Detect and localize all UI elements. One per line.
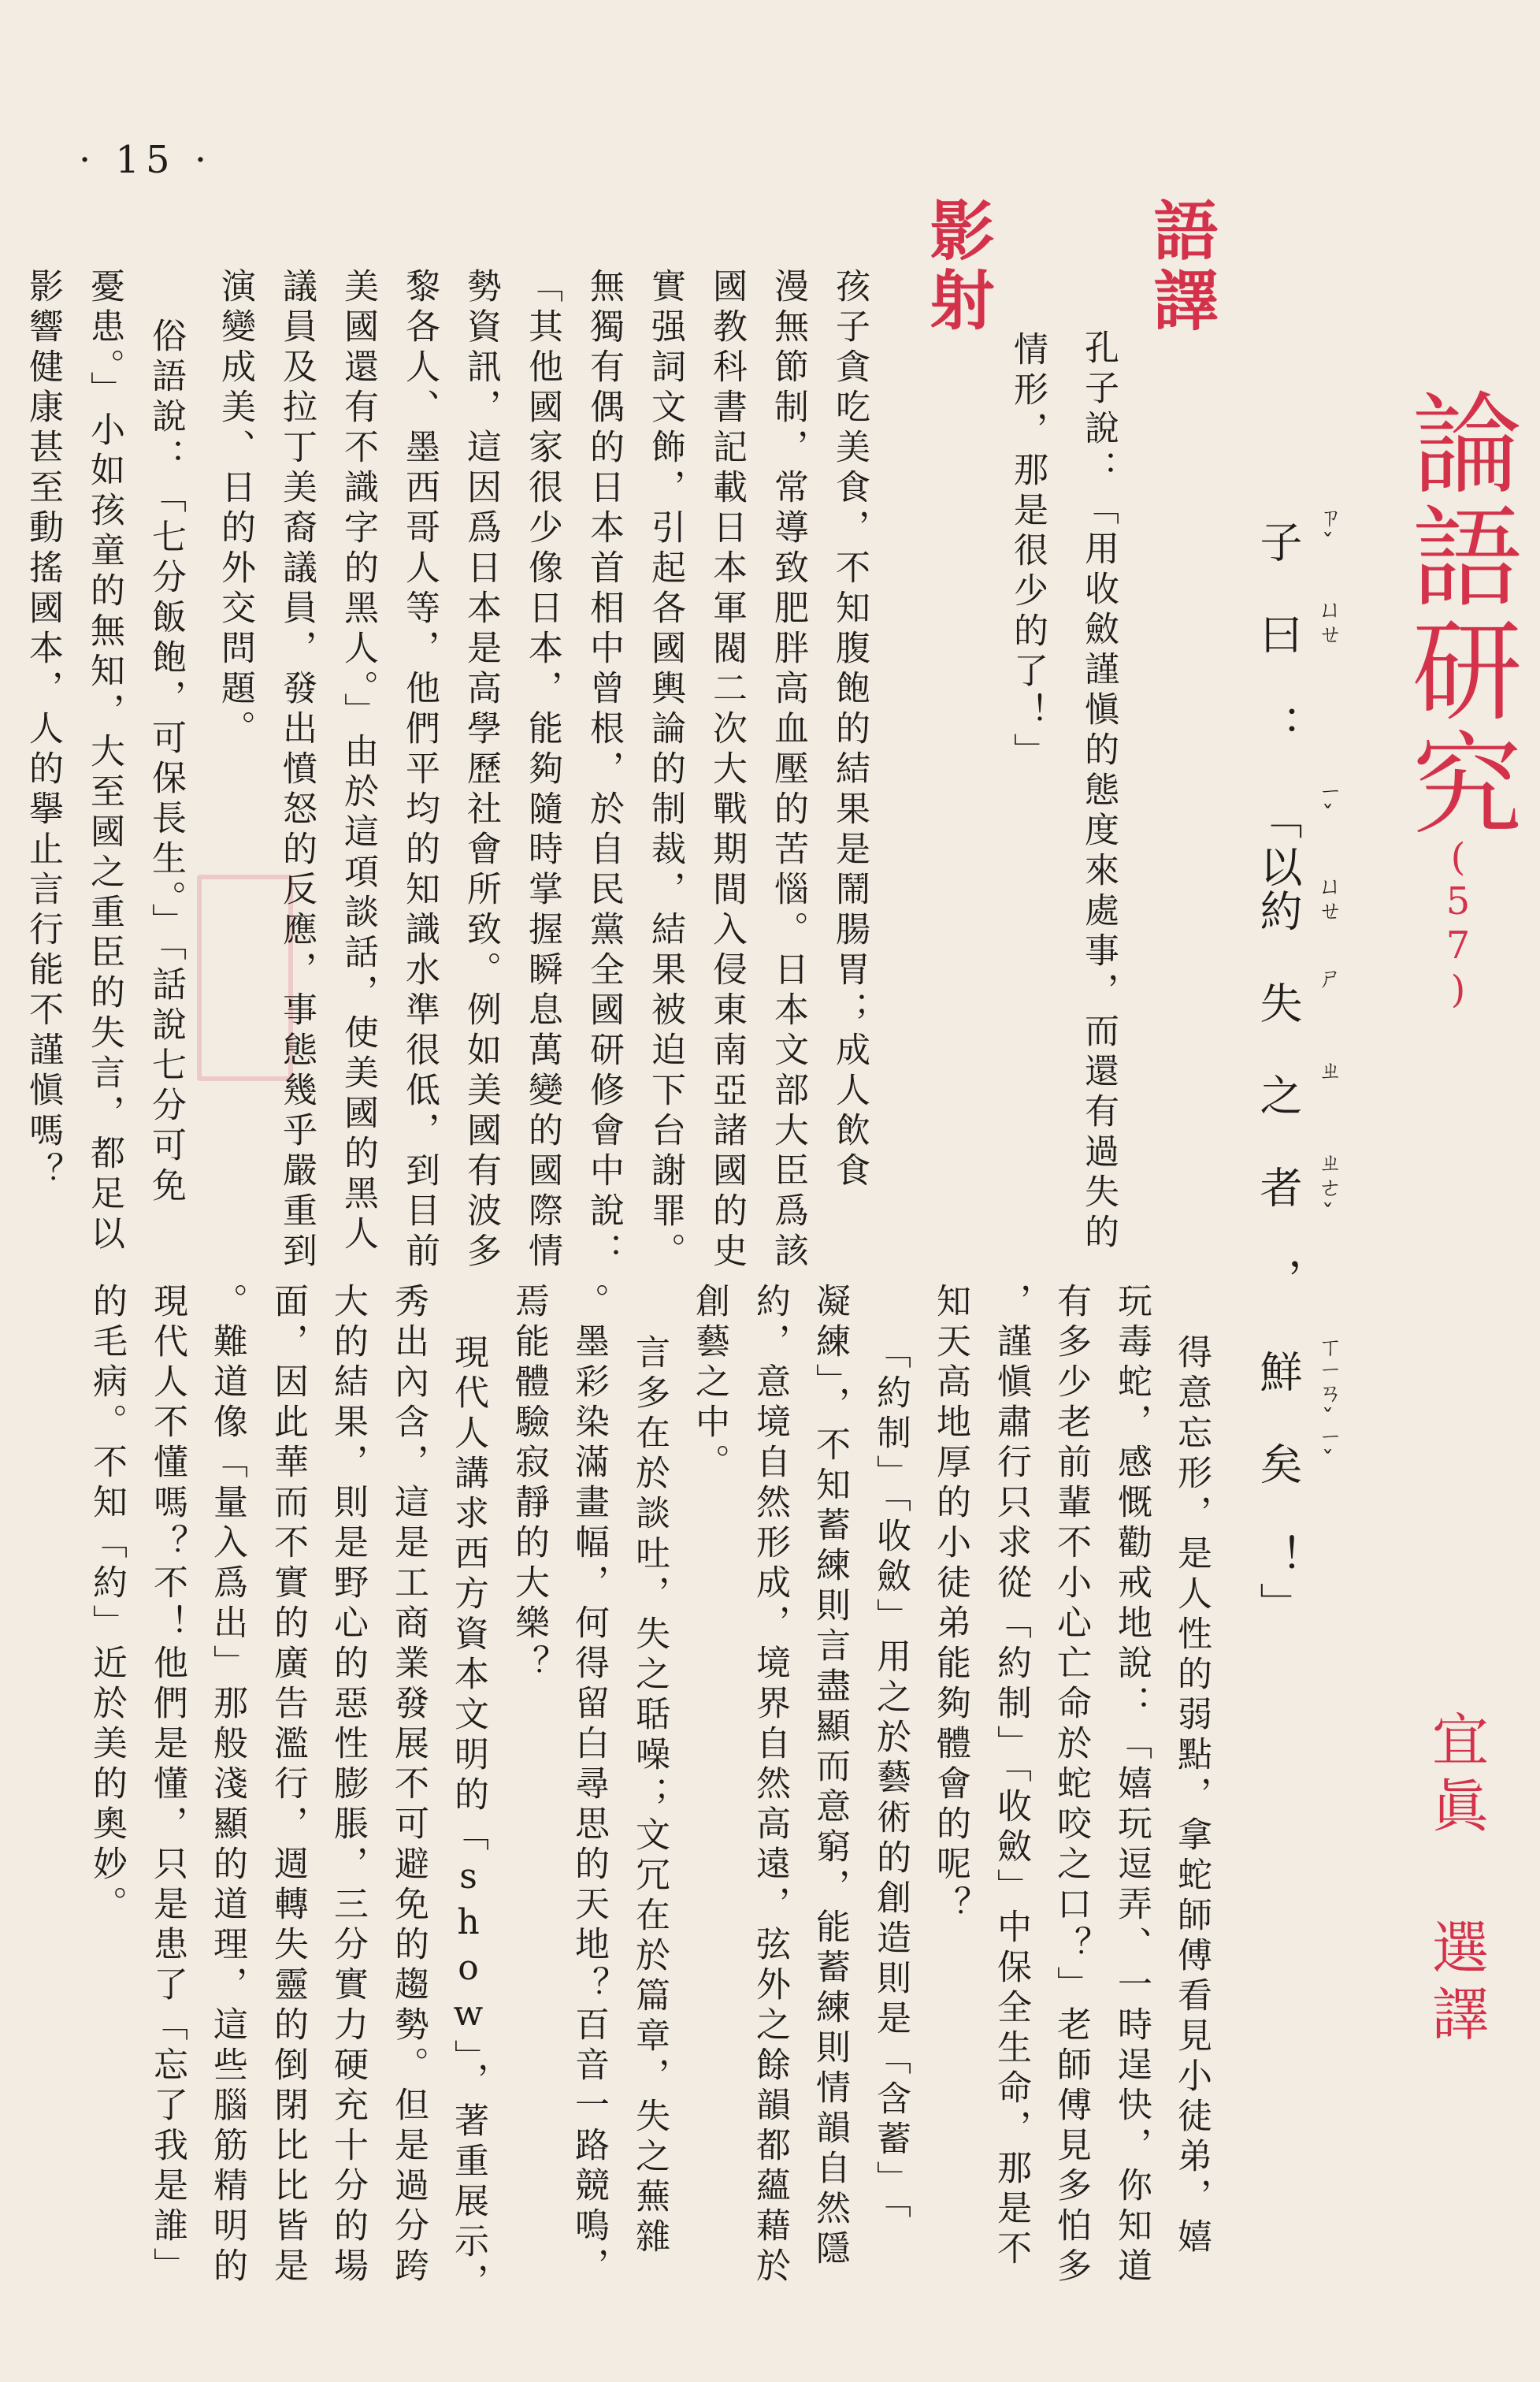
- translation-heading: 語譯: [1143, 197, 1219, 336]
- quote-char: 之: [1253, 1073, 1303, 1121]
- quote-char: 者: [1253, 1165, 1303, 1213]
- reflection-heading: 影射: [919, 197, 995, 336]
- body-column: 演變成美、日的外交問題。: [215, 268, 255, 750]
- body-column: 的毛病。不知「約」近於美的奧妙。: [87, 1283, 127, 1926]
- body-column: 秀出內含，這是工商業發展不可避免的趨勢。但是過分跨: [388, 1283, 429, 2287]
- zhuyin-annotation: ㄩㄝ: [1314, 596, 1341, 647]
- quote-char: 曰: [1253, 612, 1303, 660]
- body-column: 「約制」「收斂」用之於藝術的創造則是「含蓄」「: [870, 1334, 911, 2224]
- zhuyin-annotation: ㄗˇ: [1314, 504, 1341, 559]
- quote-char: ！」: [1253, 1534, 1303, 1630]
- body-column: 議員及拉丁美裔議員，發出憤怒的反應，事態幾乎嚴重到: [276, 268, 317, 1273]
- body-column: 有多少老前輩不小心亡命於蛇咬之口？」老師傅見多怕多: [1051, 1283, 1091, 2287]
- body-column: 焉能體驗寂靜的大樂？: [509, 1283, 549, 1685]
- body-column: 玩毒蛇，感慨勸戒地說：「嬉玩逗弄、一時逞快，你知道: [1111, 1283, 1152, 2287]
- zhuyin-annotation: ㄧˇ: [1314, 781, 1341, 831]
- translator-credit: 宜眞 選譯: [1423, 1710, 1489, 2050]
- zhuyin-annotation: ㄕ: [1314, 965, 1341, 990]
- quote-char: 鮮: [1253, 1350, 1303, 1398]
- body-column: 。墨彩染滿畫幅，何得留白尋思的天地？百音一路競鳴，: [569, 1283, 609, 2287]
- body-column: 。難道像「量入爲出」那般淺顯的道理，這些腦筋精明的: [207, 1283, 247, 2287]
- body-column: 無獨有偶的日本首相中曾根，於自民黨全國研修會中說：: [584, 268, 624, 1273]
- body-column: 創藝之中。: [689, 1283, 729, 1484]
- quote-char: 矣: [1253, 1442, 1303, 1490]
- body-column: 國教科書記載日本軍閥二次大戰期間入侵東南亞諸國的史: [707, 268, 747, 1273]
- body-column: 現代人不懂嗎？不！他們是懂，只是患了「忘了我是誰」: [147, 1283, 187, 2287]
- body-column: 黎各人、墨西哥人等，他們平均的知識水準很低，到目前: [399, 268, 440, 1273]
- translation-line: 情形，那是很少的了！」: [1007, 331, 1048, 773]
- issue-number: (57): [1436, 835, 1480, 1012]
- body-column: 得意忘形，是人性的弱點，拿蛇師傅看見小徒弟，嬉: [1171, 1334, 1212, 2258]
- body-column: 大的結果，則是野心的惡性膨脹，三分實力硬充十分的場: [328, 1283, 368, 2287]
- quote-char: 失: [1253, 981, 1303, 1029]
- body-column: 現代人講求西方資本文明的「show」，著重展示，: [448, 1334, 488, 2303]
- zhuyin-annotation: ㄩㄝ: [1314, 873, 1341, 923]
- quote-char: 子: [1253, 520, 1303, 568]
- body-column: 孩子貪吃美食，不知腹飽的結果是鬧腸胃；成人飲食: [829, 268, 870, 1192]
- body-column: 憂患。」小如孩童的無知，大至國之重臣的失言，都足以: [84, 268, 124, 1255]
- body-column: 約，意境自然形成，境界自然高遠，弦外之餘韻都蘊藉於: [750, 1283, 790, 2287]
- zhuyin-annotation: ㄓ: [1314, 1057, 1341, 1083]
- body-column: 勢資訊，這因爲日本是高學歷社會所致。例如美國有波多: [461, 268, 501, 1273]
- quote-char: ，: [1253, 1258, 1303, 1306]
- body-column: 「其他國家很少像日本，能夠隨時掌握瞬息萬變的國際情: [522, 268, 562, 1273]
- body-column: 美國還有不識字的黑人。」由於這項談話，使美國的黑人: [338, 268, 378, 1255]
- body-column: 凝練」，不知蓄練則言盡顯而意窮，能蓄練則情韻自然隱: [810, 1283, 850, 2270]
- body-column: ，謹愼肅行只求從「約制」「收斂」中保全生命，那是不: [991, 1283, 1031, 2270]
- body-column: 漫無節制，常導致肥胖高血壓的苦惱。日本文部大臣爲該: [768, 268, 808, 1273]
- zhuyin-annotation: ㄓㄜˇ: [1314, 1150, 1341, 1229]
- body-column: 實强詞文飾，引起各國輿論的制裁，結果被迫下台謝罪。: [645, 268, 685, 1273]
- body-column: 知天高地厚的小徒弟能夠體會的呢？: [930, 1283, 970, 1926]
- page-number: · 15 ·: [79, 138, 213, 182]
- series-title: 論語研究: [1393, 386, 1522, 840]
- zhuyin-annotation: ㄒㄧㄢˇ: [1314, 1334, 1341, 1434]
- body-column: 俗語說：「七分飯飽，可保長生。」「話說七分可免: [146, 318, 186, 1207]
- quote-char: 約: [1253, 889, 1303, 937]
- body-column: 言多在於談吐，失之聒噪；文冗在於篇章，失之蕪雜: [629, 1334, 670, 2258]
- zhuyin-annotation: ㄧˇ: [1314, 1426, 1341, 1476]
- body-column: 影響健康甚至動搖國本，人的擧止言行能不謹愼嗎？: [23, 268, 63, 1192]
- quote-char: ：: [1253, 704, 1303, 753]
- translation-line: 孔子說：「用收斂謹愼的態度來處事，而還有過失的: [1078, 329, 1119, 1254]
- quote-char: 「以: [1253, 797, 1303, 893]
- body-column: 面，因此華而不實的廣告濫行，週轉失靈的倒閉比比皆是: [268, 1283, 308, 2287]
